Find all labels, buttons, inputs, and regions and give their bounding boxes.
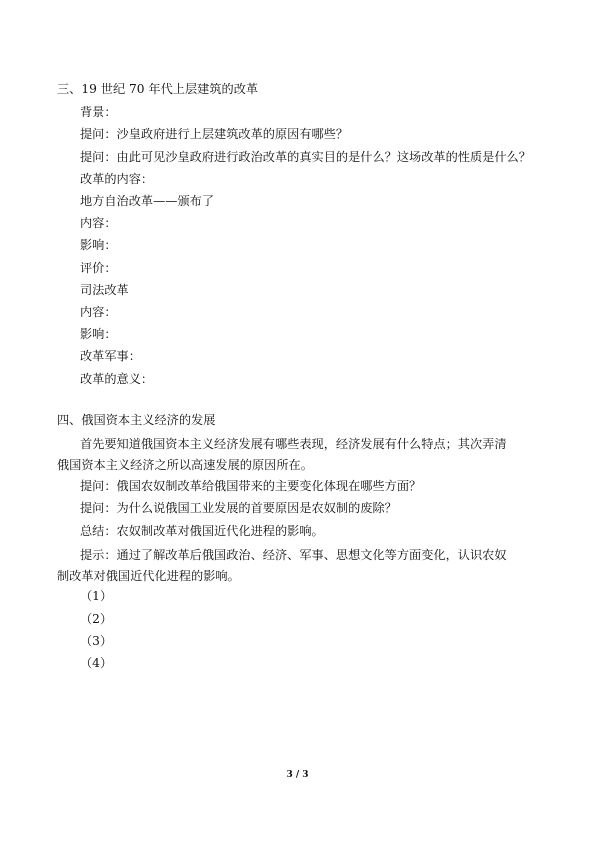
local-autonomy-reform: 地方自治改革——颁布了 (80, 194, 215, 208)
section-4-intro: 首先要知道俄国资本主义经济发展有哪些表现，经济发展有什么特点；其次弄清俄国资本主义经济之所以高速发展的原因所在。 (57, 437, 507, 472)
local-evaluation-label: 评价： (80, 261, 117, 275)
list-item: （2） (80, 612, 113, 626)
summary-line: 总结：农奴制改革对俄国近代化进程的影响。 (80, 524, 324, 538)
question-3: 提问：俄国农奴制改革给俄国带来的主要变化体现在哪些方面？ (80, 479, 422, 493)
question-2: 提问：由此可见沙皇政府进行政治改革的真实目的是什么？这场改革的性质是什么？ (80, 150, 531, 164)
list-item: （3） (80, 634, 113, 648)
background-label: 背景： (80, 105, 117, 119)
local-impact-label: 影响： (80, 238, 117, 252)
reform-meaning-label: 改革的意义： (80, 372, 154, 386)
reform-content-label: 改革的内容： (80, 172, 154, 186)
judicial-content-label: 内容： (80, 305, 117, 319)
section-3-heading: 三、19 世纪 70 年代上层建筑的改革 (57, 82, 259, 96)
hint-paragraph: 提示：通过了解改革后俄国政治、经济、军事、思想文化等方面变化，认识农奴制改革对俄国近代化进程的影响。 (57, 548, 507, 583)
list-item: （1） (80, 589, 113, 603)
judicial-impact-label: 影响： (80, 327, 117, 341)
military-reform-label: 改革军事： (80, 349, 141, 363)
local-content-label: 内容： (80, 216, 117, 230)
list-item: （4） (80, 656, 113, 670)
judicial-reform: 司法改革 (80, 283, 129, 297)
question-4: 提问：为什么说俄国工业发展的首要原因是农奴制的废除？ (80, 501, 397, 515)
page-number: 3 / 3 (286, 770, 309, 780)
section-4-heading: 四、俄国资本主义经济的发展 (57, 413, 216, 427)
question-1: 提问：沙皇政府进行上层建筑改革的原因有哪些？ (80, 127, 349, 141)
